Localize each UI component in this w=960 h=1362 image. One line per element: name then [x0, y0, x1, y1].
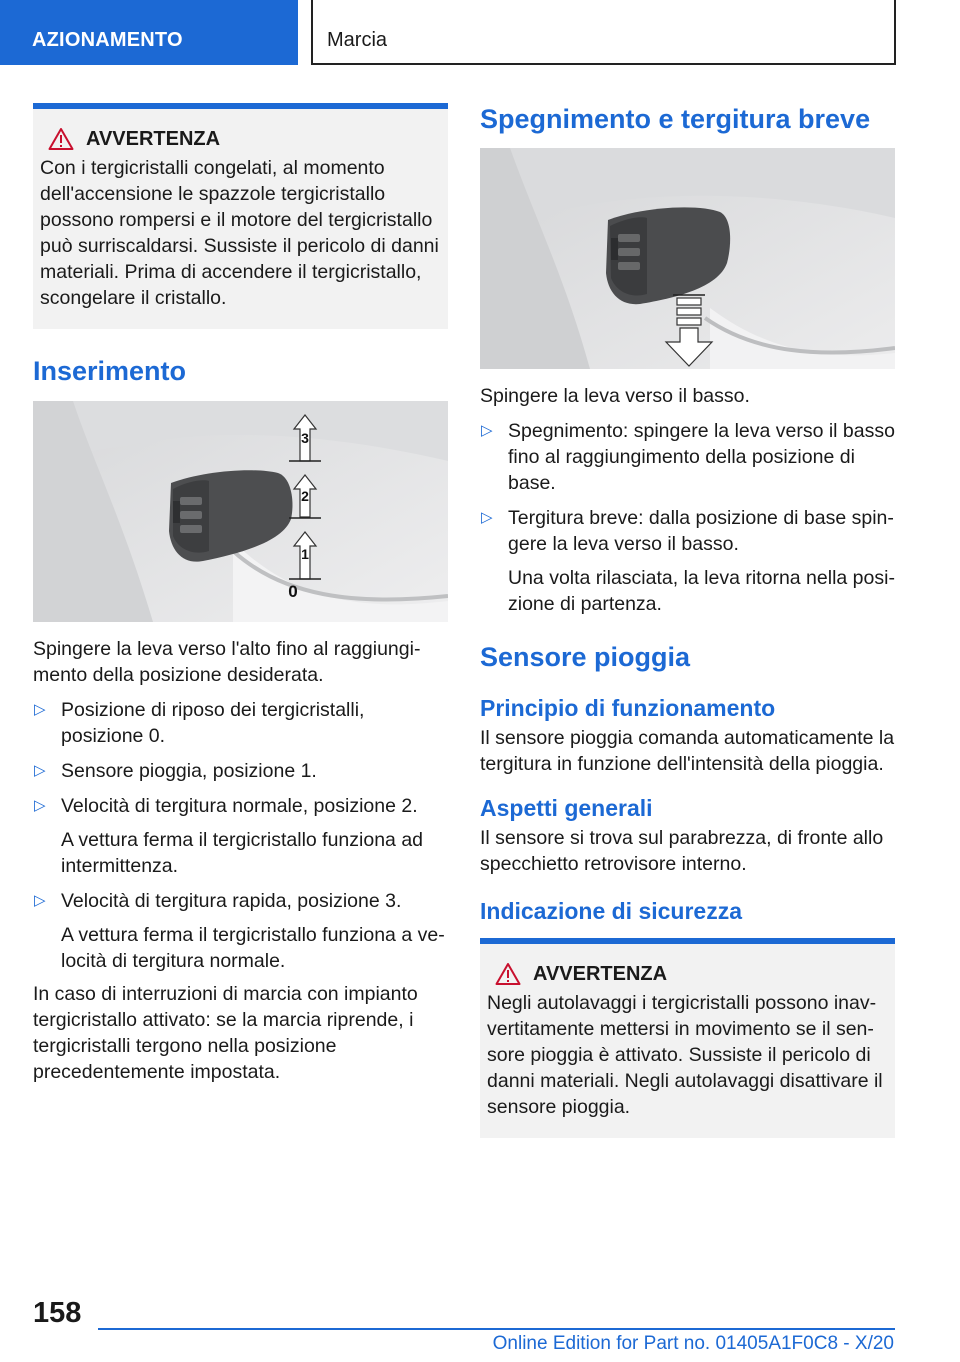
heading-sensore-pioggia: Sensore pioggia: [480, 642, 691, 672]
heading-aspetti-generali: Aspetti generali: [480, 795, 653, 821]
triangle-bullet-icon: ▷: [34, 797, 46, 814]
lever-down-illustration: [480, 148, 895, 369]
position-label: 3: [301, 430, 309, 446]
right-column: [480, 103, 895, 1138]
list-item-note: A vettura ferma il tergicristallo funziona a velocità di tergitura normale.: [61, 924, 445, 972]
warning-title: AVVERTENZA: [86, 127, 221, 150]
intro-text: Spingere la leva verso il basso.: [480, 385, 750, 407]
triangle-bullet-icon: ▷: [481, 509, 493, 526]
lever-up-illustration: [33, 401, 448, 622]
warning-text: Negli autolavaggi i tergicristalli possono inavvertitamente mettersi in movimento se il sensore pioggia è attivato. Sussiste il pericolo di danni materiali. Negli autolavaggi disattivare il sensore pioggia.: [487, 992, 883, 1118]
list-item-text: Velocità di tergitura normale, posizione 2.: [61, 795, 418, 817]
list-item-text: Posizione di riposo dei tergicristalli, posizione 0.: [61, 699, 365, 747]
warning-heading: [495, 962, 887, 986]
list-item-text: Velocità di tergitura rapida, posizione 3.: [61, 890, 402, 912]
section-title: AZIONAMENTO: [32, 29, 183, 51]
heading-spegnimento: Spegnimento e tergitura breve: [480, 104, 871, 134]
off-list: [480, 418, 895, 617]
list-item-text: Spegnimento: spingere la leva verso il basso fino al raggiungimento della posizione di base.: [508, 420, 895, 494]
heading-sicurezza: Indicazione di sicurezza: [480, 898, 743, 924]
warning-triangle-icon: [495, 962, 521, 986]
position-label: 0: [288, 582, 298, 601]
warning-heading: [48, 127, 440, 151]
position-label: 2: [301, 488, 309, 504]
warning-box: [33, 103, 448, 329]
section-tab: [0, 0, 298, 65]
warning-title: AVVERTENZA: [533, 962, 668, 985]
principle-text: Il sensore pioggia comanda automaticamente la tergitura in funzione dell'intensità della pioggia.: [480, 727, 895, 775]
list-item-note: A vettura ferma il tergicristallo funziona ad intermittenza.: [61, 829, 424, 877]
warning-triangle-icon: [48, 127, 74, 151]
page-number: 158: [33, 1297, 82, 1329]
topic-title: Marcia: [327, 29, 388, 51]
position-label: 1: [301, 546, 309, 562]
list-item: [33, 793, 448, 879]
triangle-bullet-icon: ▷: [34, 701, 46, 718]
heading-inserimento: Inserimento: [33, 356, 187, 386]
left-column: [33, 103, 448, 1085]
position-list: [33, 697, 448, 974]
list-item: [480, 418, 895, 496]
triangle-bullet-icon: ▷: [34, 892, 46, 909]
general-text: Il sensore si trova sul parabrezza, di fronte allo specchietto retrovisore interno.: [480, 827, 884, 875]
edition-note: Online Edition for Part no. 01405A1F0C8 - X/20: [492, 1333, 894, 1354]
list-item: [33, 888, 448, 974]
footer-divider: [98, 1328, 895, 1330]
list-item-note: Una volta rilasciata, la leva ritorna nella posizione di partenza.: [508, 567, 895, 615]
figure-lever-up: [33, 401, 448, 622]
list-item-text: Sensore pioggia, posizione 1.: [61, 760, 317, 782]
warning-box: [480, 938, 895, 1138]
topic-box: [311, 0, 896, 65]
list-item-text: Tergitura breve: dalla posizione di base spingere la leva verso il basso.: [508, 507, 894, 555]
heading-principio: Principio di funzionamento: [480, 695, 776, 721]
triangle-bullet-icon: ▷: [34, 762, 46, 779]
triangle-bullet-icon: ▷: [481, 422, 493, 439]
warning-text: Con i tergicristalli congelati, al momento dell'accensione le spazzole tergicristallo possono rompersi e il motore del tergicristallo può surriscaldarsi. Sussiste il pericolo di danni materiali. Prima di accendere il tergicristallo, scongelare il cristallo.: [40, 157, 439, 309]
list-item: [33, 758, 448, 784]
figure-lever-down: [480, 148, 895, 369]
list-item: [33, 697, 448, 749]
intro-text: Spingere la leva verso l'alto fino al raggiungimento della posizione desiderata.: [33, 638, 421, 686]
closing-text: In caso di interruzioni di marcia con impianto tergicristallo attivato: se la marcia riprende, i tergicristalli tergono nella posizione precedentemente impostata.: [33, 983, 418, 1083]
list-item: [480, 505, 895, 617]
